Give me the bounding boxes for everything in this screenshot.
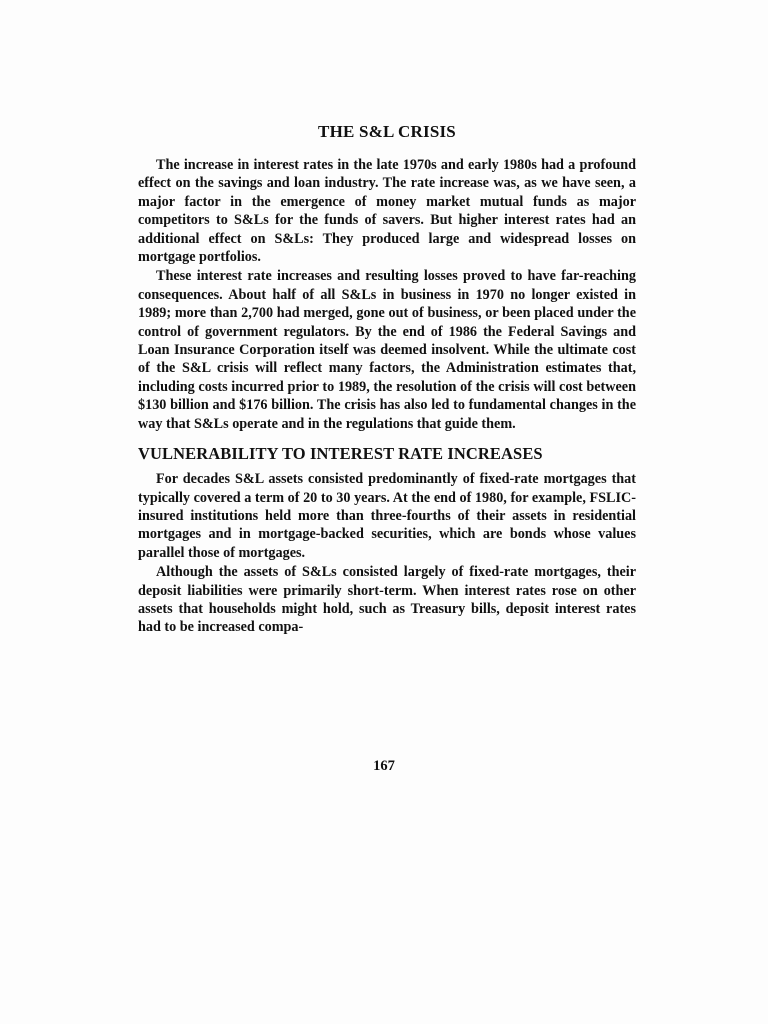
section-heading: VULNERABILITY TO INTEREST RATE INCREASES xyxy=(138,444,543,464)
paragraph: Although the assets of S&Ls consisted largely of fixed-rate mortgages, their deposit liabilities were primarily short-term. When interest rates rose on other assets that households might hold, such as Treasury bills, deposit interest rates had to be increased compa- xyxy=(138,564,636,636)
page-content xyxy=(138,122,636,638)
chapter-title: THE S&L CRISIS xyxy=(318,122,456,141)
paragraph: For decades S&L assets consisted predominantly of fixed-rate mortgages that typically covered a term of 20 to 30 years. At the end of 1980, for example, FSLIC-insured institutions held more than three-fourths of their assets in residential mortgages and in mortgage-backed securities, which are bonds whose values parallel those of mortgages. xyxy=(138,471,636,561)
paragraph: The increase in interest rates in the late 1970s and early 1980s had a profound effect on the savings and loan industry. The rate increase was, as we have seen, a major factor in the emergence of money market mutual funds as major competitors to S&Ls for the funds of savers. But higher interest rates had an additional effect on S&Ls: They produced large and widespread losses on mortgage portfolios. xyxy=(138,157,636,266)
page-number: 167 xyxy=(373,758,395,774)
paragraph: These interest rate increases and resulting losses proved to have far-reaching consequences. About half of all S&Ls in business in 1970 no longer existed in 1989; more than 2,700 had merged, gone out of business, or been placed under the control of government regulators. By the end of 1986 the Federal Savings and Loan Insurance Corporation itself was deemed insolvent. While the ultimate cost of the S&L crisis will reflect many factors, the Administration estimates that, including costs incurred prior to 1989, the resolution of the crisis will cost between $130 billion and $176 billion. The crisis has also led to fundamental changes in the way that S&Ls operate and in the regulations that guide them. xyxy=(138,268,636,432)
